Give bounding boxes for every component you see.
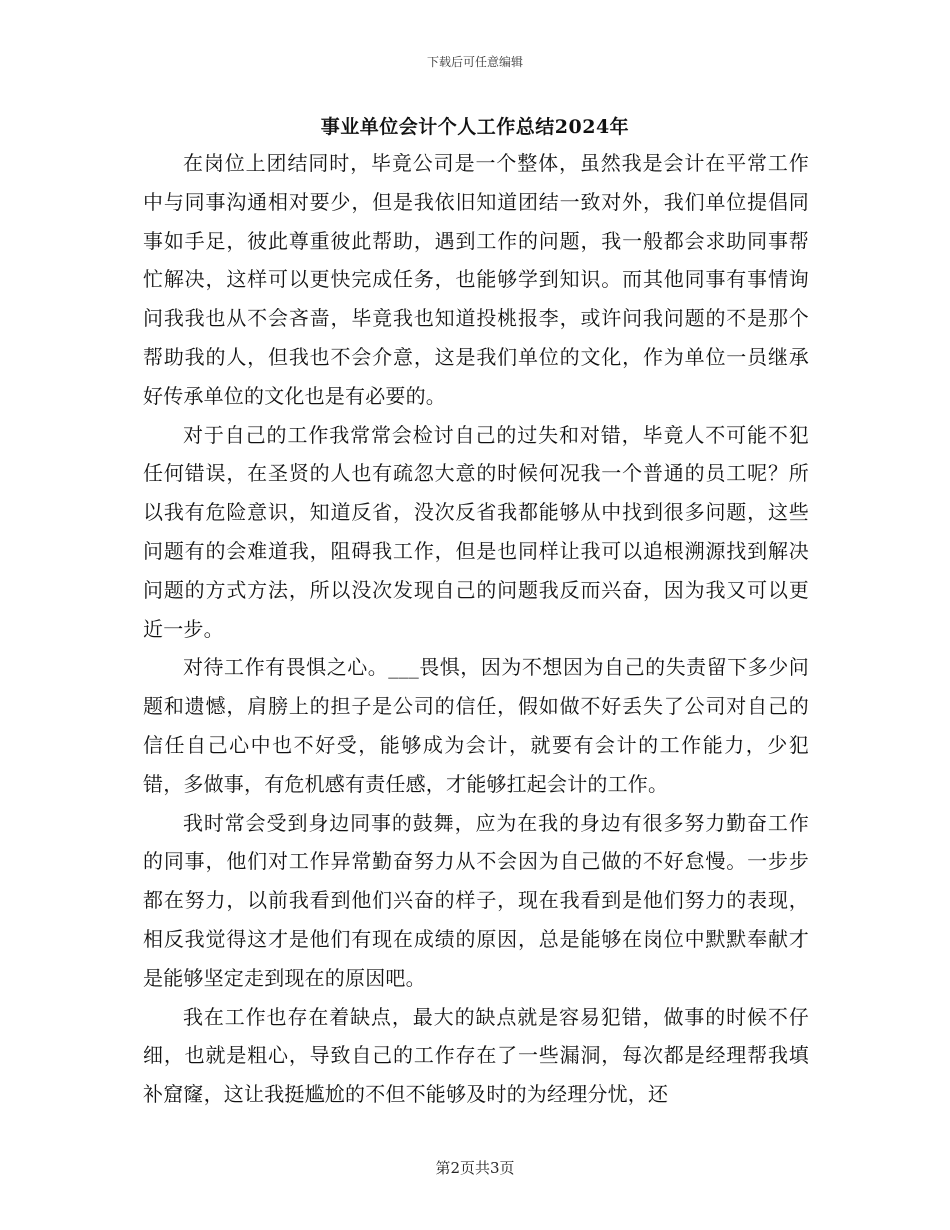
paragraph-teamwork: 在岗位上团结同时，毕竟公司是一个整体，虽然我是会计在平常工作中与同事沟通相对要少，但是我依旧知道团结一致对外，我们单位提倡同事如手足，彼此尊重彼此帮助，遇到工作的问题，我一般都会求助同事帮忙解决，这样可以更快完成任务，也能够学到知识。而其他同事有事情询问我我也从不会吝啬，毕竟我也知道投桃报李，或许问我问题的不是那个帮助我的人，但我也不会介意，这是我们单位的文化，作为单位一员继承好传承单位的文化也是有必要的。 <box>143 151 809 408</box>
page-header-note: 下载后可任意编辑 <box>426 55 523 69</box>
document-body <box>143 144 809 1114</box>
paragraph-colleague-inspiration: 我时常会受到身边同事的鼓舞，应为在我的身边有很多努力勤奋工作的同事，他们对工作异常勤奋努力从不会因为自己做的不好怠慢。一步步都在努力，以前我看到他们兴奋的样子，现在我看到是他们努力的表现，相反我觉得这才是他们有现在成绩的原因，总是能够在岗位中默默奉献才是能够坚定走到现在的原因吧。 <box>143 810 809 990</box>
page-number: 第2页共3页 <box>435 1159 515 1177</box>
paragraph-awe-of-work: 对待工作有畏惧之心。___畏惧，因为不想因为自己的失责留下多少问题和遗憾，肩膀上的担子是公司的信任，假如做不好丢失了公司对自己的信任自己心中也不好受，能够成为会计，就要有会计的工作能力，少犯错，多做事，有危机感有责任感，才能够扛起会计的工作。 <box>143 655 809 796</box>
document-title: 事业单位会计个人工作总结2024年 <box>320 116 630 138</box>
paragraph-shortcomings: 我在工作也存在着缺点，最大的缺点就是容易犯错，做事的时候不仔细，也就是粗心，导致自己的工作存在了一些漏洞，每次都是经理帮我填补窟窿，这让我挺尴尬的不但不能够及时的为经理分忧，还 <box>143 1004 809 1107</box>
paragraph-self-review: 对于自己的工作我常常会检讨自己的过失和对错，毕竟人不可能不犯任何错误，在圣贤的人也有疏忽大意的时候何况我一个普通的员工呢？所以我有危险意识，知道反省，没次反省我都能够从中找到很多问题，这些问题有的会难道我，阻碍我工作，但是也同样让我可以追根溯源找到解决问题的方式方法，所以没次发现自己的问题我反而兴奋，因为我又可以更近一步。 <box>143 422 809 641</box>
